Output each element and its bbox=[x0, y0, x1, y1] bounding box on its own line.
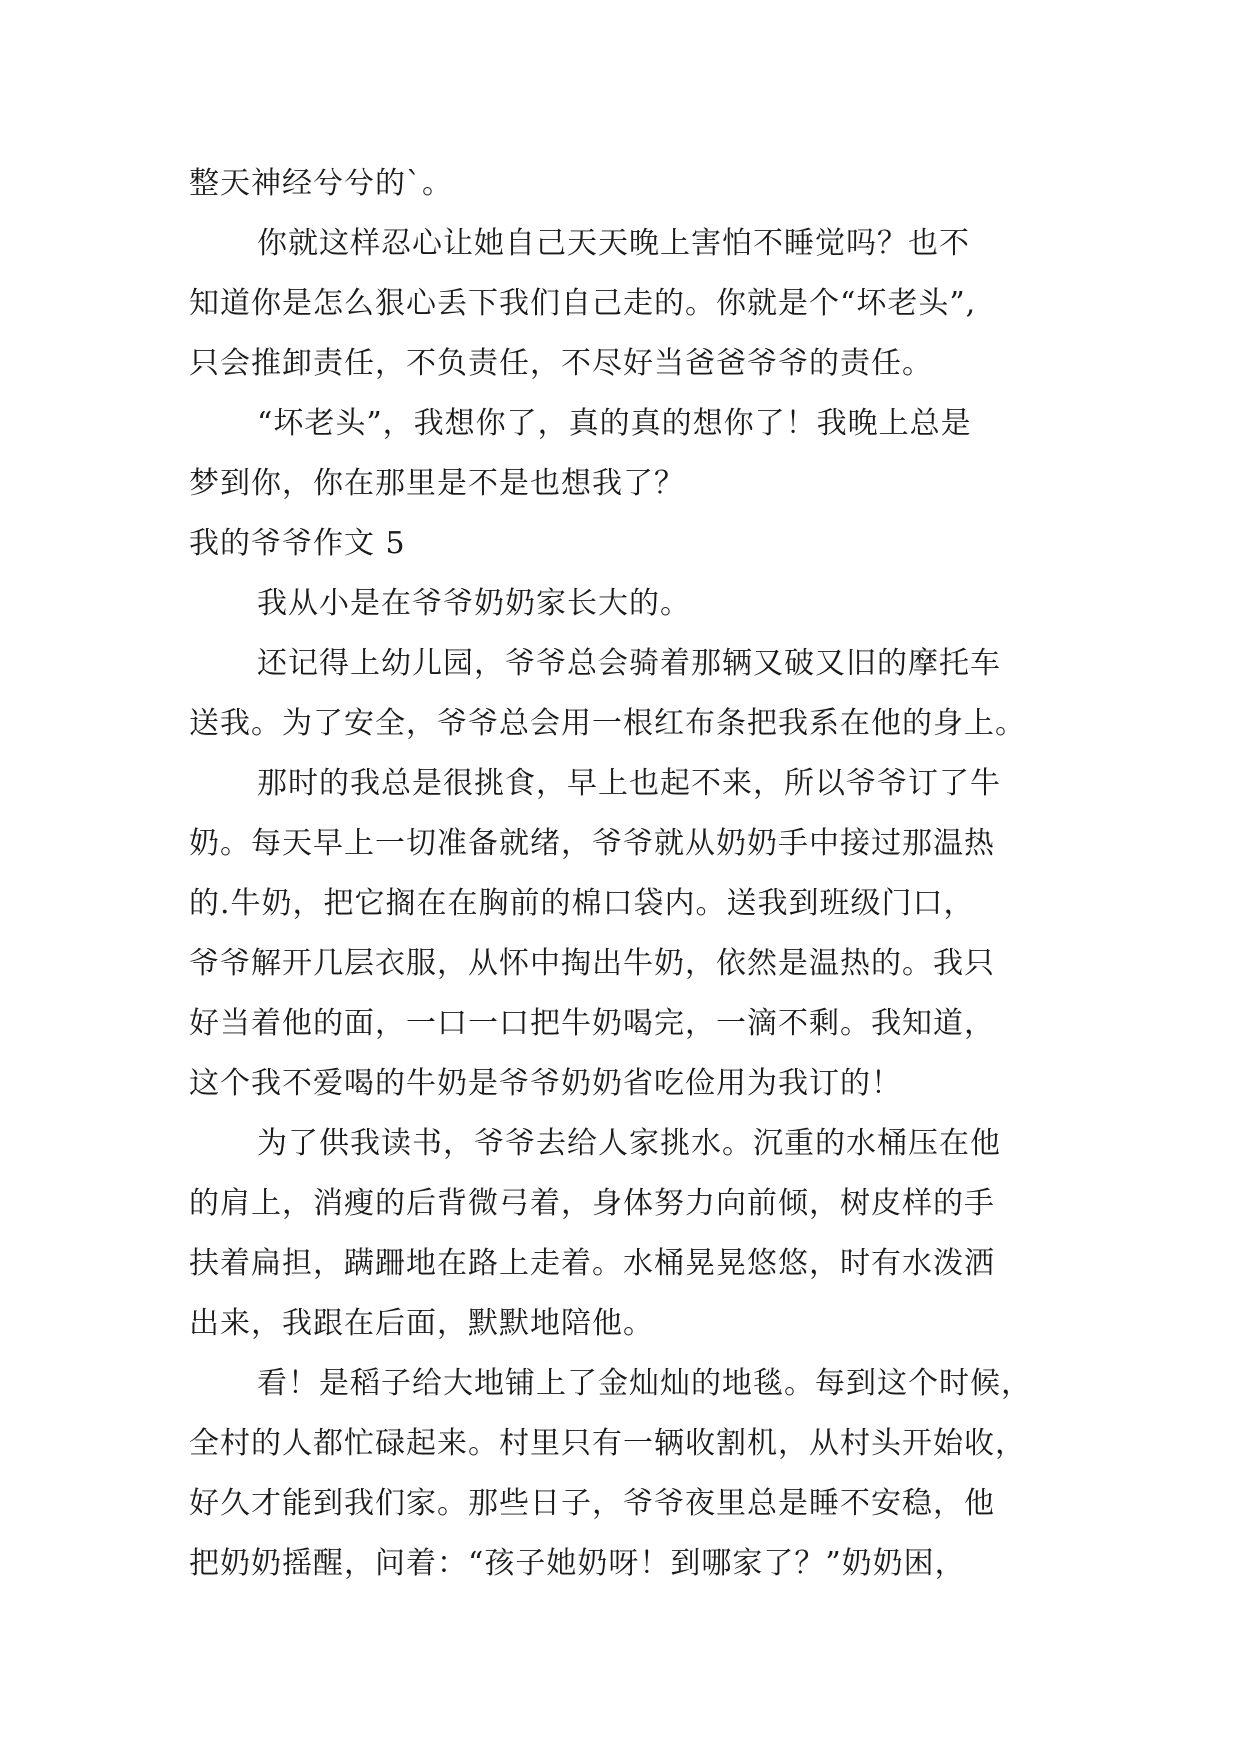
text-line: 我的爷爷作文 5 bbox=[189, 526, 406, 561]
text-line: 梦到你，你在那里是不是也想我了？ bbox=[189, 466, 685, 501]
text-line: 的.牛奶，把它搁在在胸前的棉口袋内。送我到班级门口， bbox=[189, 886, 975, 921]
text-line: 爷爷解开几层衣服，从怀中掏出牛奶，依然是温热的。我只 bbox=[189, 946, 995, 981]
text-line: 扶着扁担，蹒跚地在路上走着。水桶晃晃悠悠，时有水泼洒 bbox=[189, 1246, 995, 1281]
text-line: “坏老头”，我想你了，真的真的想你了！我晚上总是 bbox=[257, 406, 972, 441]
text-line: 你就这样忍心让她自己天天晚上害怕不睡觉吗？也不 bbox=[257, 226, 970, 261]
text-line: 全村的人都忙碌起来。村里只有一辆收割机，从村头开始收， bbox=[189, 1426, 1026, 1461]
text-line: 那时的我总是很挑食，早上也起不来，所以爷爷订了牛 bbox=[257, 766, 1001, 801]
text-line: 的肩上，消瘦的后背微弓着，身体努力向前倾，树皮样的手 bbox=[189, 1186, 995, 1221]
text-line: 这个我不爱喝的牛奶是爷爷奶奶省吃俭用为我订的！ bbox=[189, 1066, 902, 1101]
text-line: 好当着他的面，一口一口把牛奶喝完，一滴不剩。我知道， bbox=[189, 1006, 995, 1041]
text-line: 把奶奶摇醒，问着：“孩子她奶呀！到哪家了？”奶奶困， bbox=[189, 1546, 966, 1581]
text-line: 为了供我读书，爷爷去给人家挑水。沉重的水桶压在他 bbox=[257, 1126, 1001, 1161]
document-body bbox=[189, 154, 1069, 1594]
text-line: 奶。每天早上一切准备就绪，爷爷就从奶奶手中接过那温热 bbox=[189, 826, 995, 861]
text-line: 还记得上幼儿园，爷爷总会骑着那辆又破又旧的摩托车 bbox=[257, 646, 1001, 681]
text-line: 我从小是在爷爷奶奶家长大的。 bbox=[257, 586, 691, 621]
text-line: 送我。为了安全，爷爷总会用一根红布条把我系在他的身上。 bbox=[189, 706, 1026, 741]
text-line: 看！是稻子给大地铺上了金灿灿的地毯。每到这个时候， bbox=[257, 1366, 1032, 1401]
text-line: 只会推卸责任，不负责任，不尽好当爸爸爷爷的责任。 bbox=[189, 346, 933, 381]
text-line: 知道你是怎么狠心丢下我们自己走的。你就是个“坏老头”, bbox=[189, 286, 977, 321]
text-line: 整天神经兮兮的`。 bbox=[189, 166, 453, 201]
text-line: 出来，我跟在后面，默默地陪他。 bbox=[189, 1306, 654, 1341]
text-line: 好久才能到我们家。那些日子，爷爷夜里总是睡不安稳，他 bbox=[189, 1486, 995, 1521]
